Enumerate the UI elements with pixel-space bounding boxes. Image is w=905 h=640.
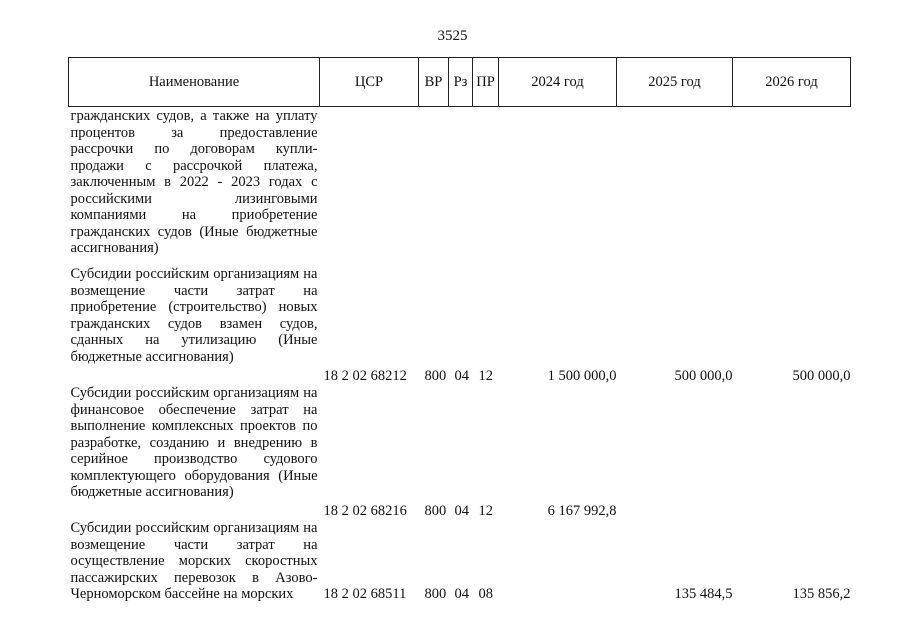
row-vr: 800 xyxy=(424,502,447,519)
row-2024 xyxy=(499,519,617,603)
row-name: Субсидии российским организациям на возмещение части затрат на приобретение (строительство) новых гражданских судов взамен судов, сданных на утилизацию (Иные бюджетные ассигнования) xyxy=(70,266,318,365)
row-2024 xyxy=(499,107,617,264)
header-2025: 2025 год xyxy=(617,58,733,107)
row-2024: 6 167 992,8 xyxy=(547,502,617,519)
table-header-row xyxy=(69,58,851,107)
row-2025: 500 000,0 xyxy=(674,367,733,384)
row-vr: 800 xyxy=(424,367,447,384)
row-rz: 04 xyxy=(454,502,469,519)
table-row xyxy=(69,384,851,519)
row-csr: 18 2 02 68511 xyxy=(323,586,407,602)
row-pr: 12 xyxy=(478,367,493,384)
row-name: Субсидии российским организациям на возмещение части затрат на осуществление морских скоростных пассажирских перевозок в Азово-Черноморском бассейне на морских xyxy=(70,520,318,602)
header-vr: ВР xyxy=(419,58,449,107)
table-row xyxy=(69,107,851,264)
row-rz: 04 xyxy=(454,586,469,602)
row-2026: 135 856,2 xyxy=(792,586,851,602)
row-rz xyxy=(449,107,473,264)
row-pr xyxy=(473,107,499,264)
row-2025 xyxy=(617,107,733,264)
row-2025: 135 484,5 xyxy=(674,586,733,602)
header-2024: 2024 год xyxy=(499,58,617,107)
row-2025 xyxy=(617,384,733,519)
header-2026: 2026 год xyxy=(733,58,851,107)
row-2026 xyxy=(733,107,851,264)
header-pr: ПР xyxy=(473,58,499,107)
header-rz: Рз xyxy=(449,58,473,107)
row-pr: 12 xyxy=(478,502,493,519)
row-csr: 18 2 02 68216 xyxy=(323,502,407,519)
row-pr: 08 xyxy=(478,586,493,602)
page-number: 3525 xyxy=(437,28,468,44)
row-vr: 800 xyxy=(424,586,447,602)
header-csr: ЦСР xyxy=(320,58,419,107)
row-2026 xyxy=(733,384,851,519)
row-name: Субсидии российским организациям на финансовое обеспечение затрат на выполнение комплексных проектов по разработке, созданию и внедрению в серийное производство судового комплектующего оборудования (Иные бюджетные ассигнования) xyxy=(70,385,318,500)
table-row xyxy=(69,519,851,603)
budget-table xyxy=(68,57,851,603)
table-row xyxy=(69,263,851,384)
row-csr xyxy=(320,107,419,264)
row-2026: 500 000,0 xyxy=(792,367,851,384)
row-csr: 18 2 02 68212 xyxy=(323,367,407,384)
row-rz: 04 xyxy=(454,367,469,384)
row-vr xyxy=(419,107,449,264)
row-name: гражданских судов, а также на уплату процентов за предоставление рассрочки по договорам купли-продажи с рассрочкой платежа, заключенным в 2022 - 2023 годах с российскими лизинговыми компаниями на приобретение гражданских судов (Иные бюджетные ассигнования) xyxy=(70,108,318,256)
row-2024: 1 500 000,0 xyxy=(547,367,617,384)
header-name: Наименование xyxy=(69,58,320,107)
